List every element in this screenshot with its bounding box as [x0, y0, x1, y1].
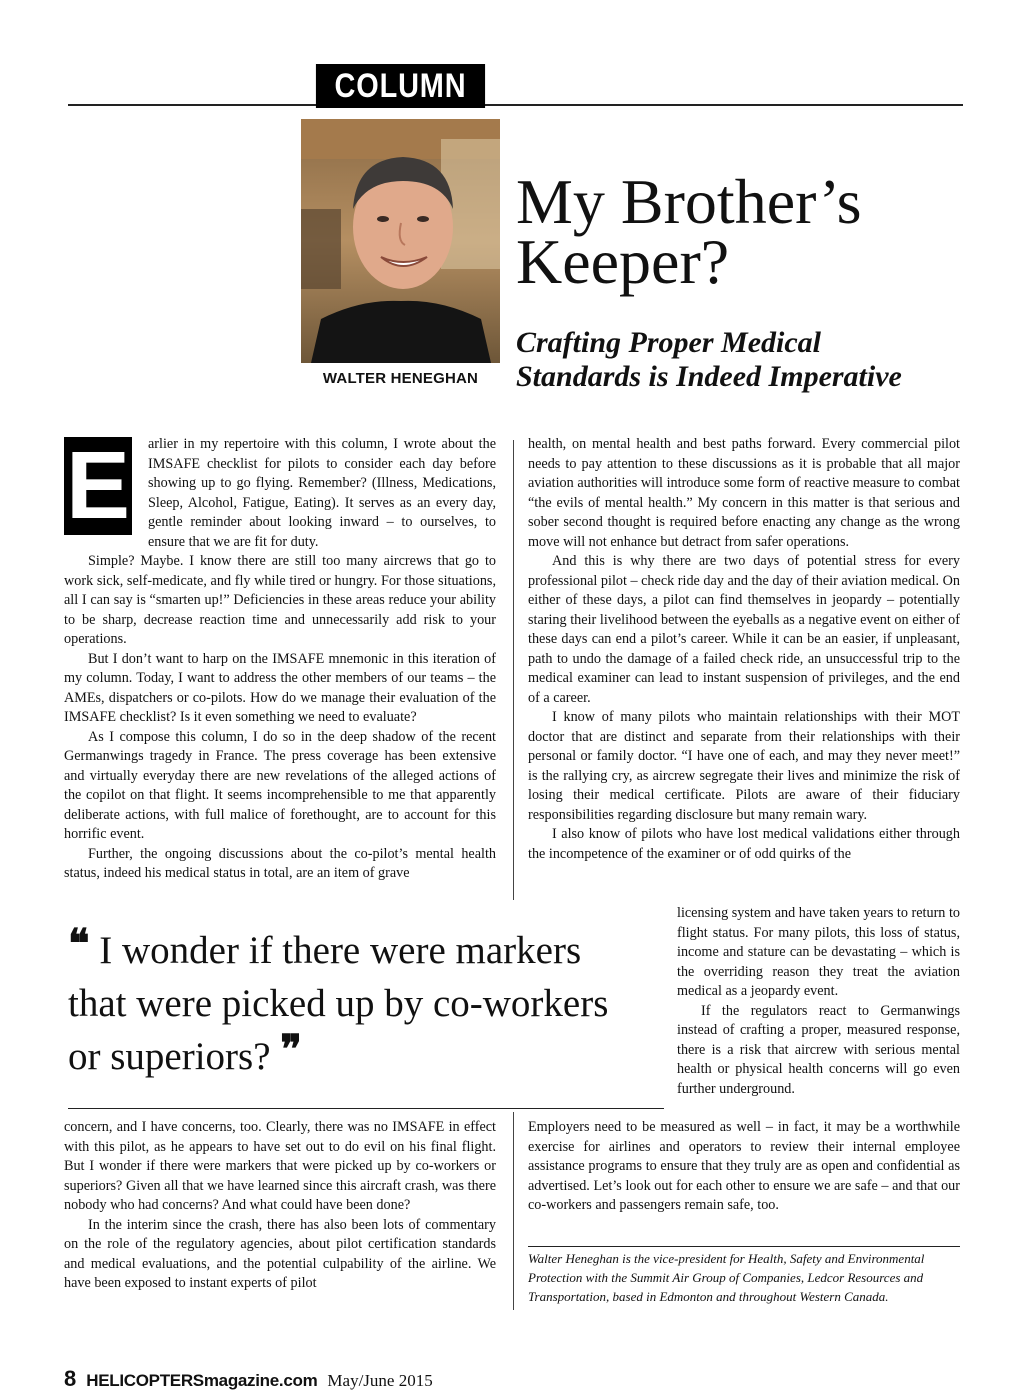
column-divider	[513, 440, 514, 900]
right-column-bottom	[528, 1118, 960, 1216]
drop-cap: E	[65, 432, 131, 539]
right-column-narrow	[677, 904, 960, 1099]
subtitle-line-2: Standards is Indeed Imperative	[516, 360, 902, 393]
left-column-intro	[148, 435, 496, 552]
paragraph: arlier in my repertoire with this column, I wrote about the IMSAFE checklist for pilots to consider each day before showing up to go flying. Remember? (Illness, Medications, Sleep, Alcohol, Fatigue, Eating). It serves as an every day, gentle reminder about looking inward – to ourselves, to ensure that we are fit for duty.	[148, 436, 496, 550]
right-column	[528, 435, 960, 864]
paragraph: Employers need to be measured as well – in fact, it may be a worthwhile exercise for airlines and operators to review their internal employee assistance programs to ensure that they truly are as open and confidential as advertised. Let’s look out for each other to ensure we are safe – and that our co-workers and passengers remain safe, too.	[528, 1119, 960, 1213]
issue-date: May/June 2015	[327, 1371, 433, 1390]
left-column	[64, 552, 496, 884]
article-title	[516, 166, 996, 297]
page-footer	[64, 1366, 433, 1392]
pull-quote-rule	[68, 1108, 664, 1109]
section-tag: COLUMN	[316, 64, 485, 108]
open-quote-icon: ❝	[68, 922, 90, 966]
column-divider-bottom	[513, 1112, 514, 1310]
author-name: WALTER HENEGHAN	[322, 370, 479, 387]
paragraph: As I compose this column, I do so in the deep shadow of the recent Germanwings tragedy in France. The press coverage has been extensive and virtually everyday there are new revelations of the alleged actions of the copilot on that flight. It seems incomprehensible to me that apparently deliberate actions, with full malice of forethought, are to account for this horrific event.	[64, 728, 496, 842]
paragraph: concern, and I have concerns, too. Clearly, there was no IMSAFE in effect with this pilot, as he appears to have set out to do evil on his final flight. But I wonder if there were markers that were picked up by co-workers or superiors? Given all that we have learned since this aircraft crash, was there nobody who had concerns? And what could have been done?	[64, 1119, 496, 1213]
paragraph: licensing system and have taken years to return to flight status. For many pilots, this loss of status, income and stature can be devastating – which is the overriding reason they treat the aviation medical as a jeopardy event.	[677, 905, 960, 999]
paragraph: health, on mental health and best paths forward. Every commercial pilot needs to pay attention to these discussions as it is probable that all major aviation authorities will introduce some form of reactive measure to combat “the evils of mental health.” My concern in this matter is that serious and sober second thought is required before enacting any change as the wrong move will not enhance but detract from safer operations.	[528, 436, 960, 550]
author-portrait-image	[301, 119, 500, 363]
paragraph: If the regulators react to Germanwings instead of crafting a proper, measured response, there is a risk that aircrew with serious mental health or physical health concerns will go even further underground.	[677, 1002, 960, 1097]
close-quote-icon: ❞	[280, 1028, 302, 1072]
title-line-1: My Brother’s	[516, 166, 862, 237]
subtitle-line-1: Crafting Proper Medical	[516, 326, 821, 359]
bio-rule	[528, 1246, 960, 1247]
paragraph: I also know of pilots who have lost medical validations either through the incompetence of the examiner or of odd quirks of the	[528, 826, 960, 862]
article-subtitle	[516, 326, 986, 394]
paragraph: Simple? Maybe. I know there are still too many aircrews that go to work sick, self-medicate, and fly while tired or hungry. For those situations, all I can say is “smarten up!” Deficiencies in these areas reduce your ability to be sharp, decrease reaction time and unnecessarily add risk to your operations.	[64, 553, 496, 647]
paragraph: And this is why there are two days of potential stress for every professional pilot – check ride day and the day of their aviation medical. On either of these days, a pilot can find themselves in jeopardy – potentially staring their livelihood between the eyeballs as a negative event on either of these days can end a pilot’s career. While it can be an easier, if unpleasant, path to undo the damage of a failed check ride, an unsuccessful trip to the medical examiner can lead to instant suspension of privileges, and the end of a career.	[528, 553, 960, 706]
paragraph: Further, the ongoing discussions about the co-pilot’s mental health status, indeed his medical status in total, are an item of grave	[64, 845, 496, 881]
title-line-2: Keeper?	[516, 226, 730, 297]
pull-quote	[68, 924, 638, 1083]
magazine-site: HELICOPTERSmagazine.com	[86, 1371, 318, 1390]
page-number: 8	[64, 1366, 77, 1391]
author-bio: Walter Heneghan is the vice-president for Health, Safety and Environmental Protection with the Summit Air Group of Companies, Ledcor Resources and Transportation, based in Edmonton and throughout Western Canada.	[528, 1251, 925, 1304]
author-photo	[301, 119, 500, 363]
left-column-bottom	[64, 1118, 496, 1294]
pull-quote-text: I wonder if there were markers that were picked up by co-workers or superiors?	[68, 929, 609, 1078]
paragraph: I know of many pilots who maintain relationships with their MOT doctor that are distinct and separate from their relationships with their personal or family doctor. “I have one of each, and may they never meet!” is the rallying cry, as aircrew segregate their lives and minimize the risk of losing their medical certificate. Pilots are aware of their fiduciary responsibilities regarding disclosure but many remain wary.	[528, 709, 960, 823]
header-rule	[68, 104, 963, 106]
paragraph: In the interim since the crash, there has also been lots of commentary on the role of the regulatory agencies, about pilot certification standards and medical evaluations, and the potential culpability of the airline. We have been exposed to instant experts of pilot	[64, 1216, 496, 1291]
paragraph: But I don’t want to harp on the IMSAFE mnemonic in this iteration of my column. Today, I want to address the other members of our teams – the AMEs, dispatchers or co-pilots. How do we manage their evaluation of the IMSAFE checklist? Is it even something we need to evaluate?	[64, 650, 496, 725]
